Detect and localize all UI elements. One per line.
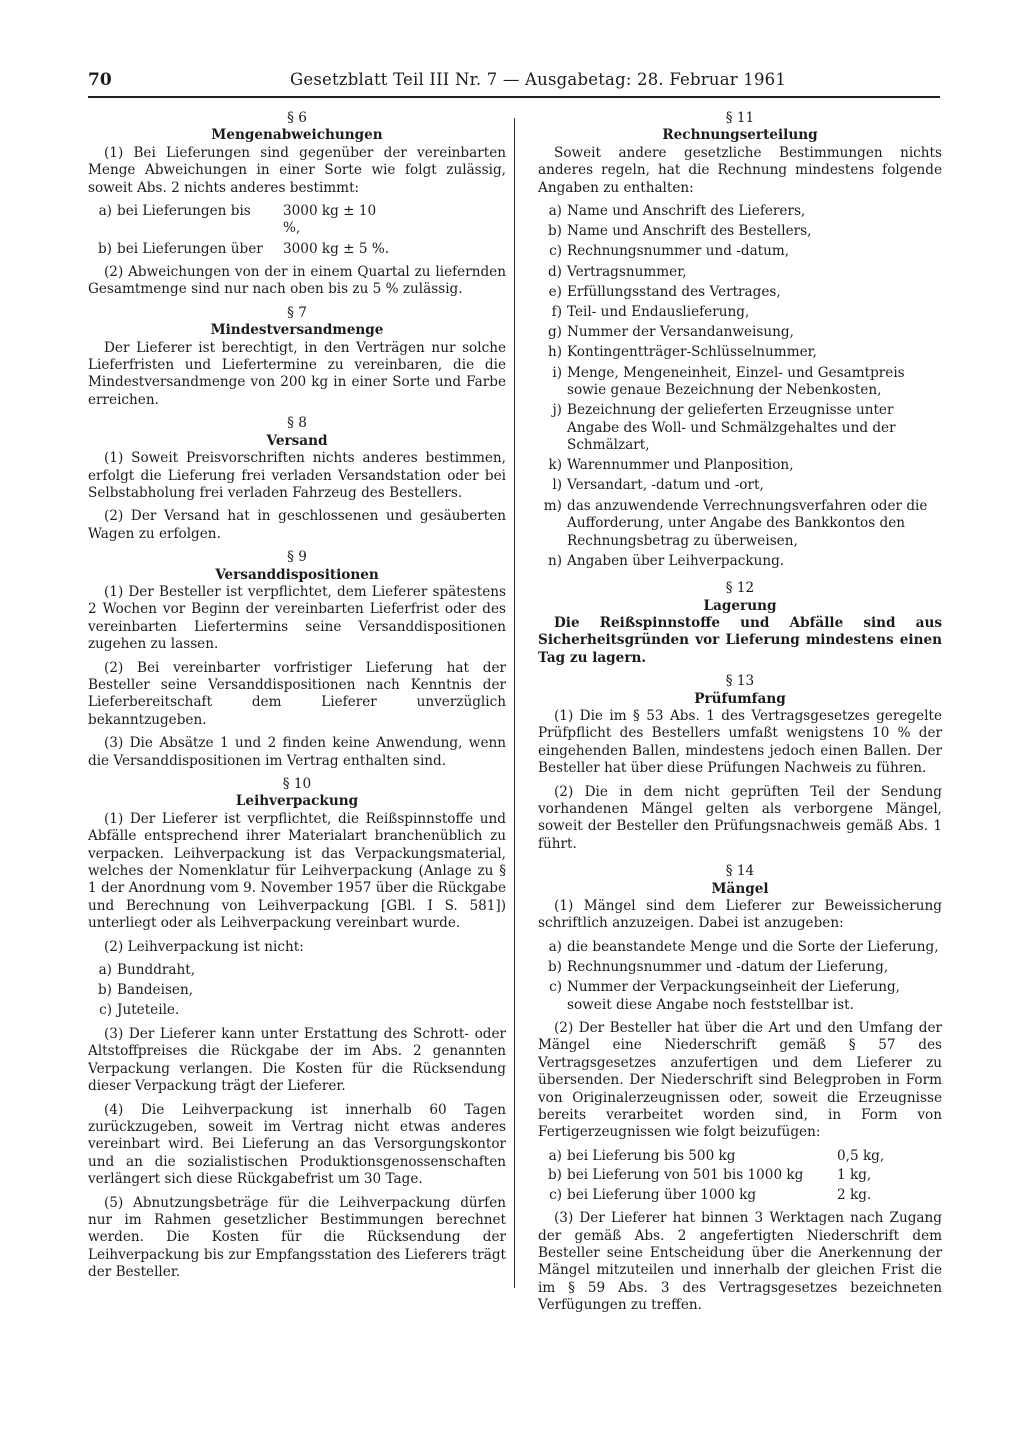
item-label: b) <box>547 223 562 240</box>
item-text: bei Lieferung über 1000 kg <box>567 1186 757 1203</box>
item-amount: 0,5 kg, <box>837 1147 885 1164</box>
paragraph: (4) Die Leihverpackung ist innerhalb 60 Tagen zurückzugeben, soweit im Vertrag nicht etwas anderes vereinbart wird. Bei Lieferung an das Versorgungskontor und an die sozialistischen Produktionsgenossenschaften verlängert sich diese Rückgabefrist um 30 Tage. <box>88 1101 506 1188</box>
section-12 <box>538 580 942 667</box>
paragraph: Die Reißspinnstoffe und Abfälle sind aus Sicherheitsgründen vor Lieferung mindestens einen Tag zu lagern. <box>538 614 942 666</box>
item-label: b) <box>547 1167 562 1184</box>
item-amount: 3000 kg ± 10 %, <box>283 203 377 237</box>
item-label: b) <box>97 240 112 257</box>
item-text: das anzuwendende Verrechnungsverfahren oder die Aufforderung, unter Angabe des Bankkontos den Rechnungsbetrag zu überweisen, <box>567 497 928 549</box>
list-item <box>538 477 942 494</box>
paragraph: (1) Die im § 53 Abs. 1 des Vertragsgesetzes geregelte Prüfpflicht des Bestellers umfaßt wenigstens 10 % der eingehenden Ballen, mindestens jedoch einen Ballen. Der Besteller hat über diese Prüfungen Nachweis zu führen. <box>538 707 942 777</box>
item-label: c) <box>549 979 562 996</box>
item-text: die beanstandete Menge und die Sorte der Lieferung, <box>567 938 939 955</box>
item-amount: 3000 kg ± 5 %. <box>283 240 390 257</box>
section-number: § 13 <box>725 673 755 690</box>
item-label: d) <box>547 263 562 280</box>
paragraph: (2) Leihverpackung ist nicht: <box>104 938 304 955</box>
section-number: § 14 <box>725 863 755 880</box>
section-number: § 8 <box>287 415 307 432</box>
left-column <box>88 110 506 1288</box>
item-label: a) <box>548 203 562 220</box>
paragraph: Soweit andere gesetzliche Bestimmungen nichts anderes regeln, hat die Rechnung mindestens folgende Angaben zu enthalten: <box>538 144 942 196</box>
section-title: Leihverpackung <box>235 793 359 810</box>
paragraph: (5) Abnutzungsbeträge für die Leihverpackung dürfen nur im Rahmen gesetzlicher Bestimmungen berechnet werden. Die Kosten für die Rücksendung der Leihverpackung bis zur Empfangsstation des Lieferers trägt der Besteller. <box>88 1194 506 1281</box>
paragraph: (1) Der Lieferer ist verpflichtet, die Reißspinnstoffe und Abfälle entsprechend ihrer Materialart branchenüblich zu verpacken. Leihverpackung ist das Verpackungsmaterial, welches der Nomenklatur für Leihverpackung (Anlage zu § 1 der Anordnung vom 9. November 1957 über die Rückgabe und Berechnung von Leihverpackung [GBl. I S. 581]) unterliegt oder als Leihverpackung vereinbart wurde. <box>88 810 506 932</box>
item-text: Vertragsnummer, <box>567 263 687 280</box>
paragraph: (2) Der Besteller hat über die Art und den Umfang der Mängel eine Niederschrift gemäß § 57 des Vertragsgesetzes anzufertigen und dem Lieferer zu übersenden. Der Niederschrift sind Belegproben in Form von Originalerzeugnissen oder, soweit die Erzeugnisse bereits verarbeitet worden sind, in Form von Fertigerzeugnissen wie folgt beizufügen: <box>538 1020 942 1141</box>
list-item <box>538 457 942 474</box>
page-number: 70 <box>88 70 112 90</box>
item-text: Rechnungsnummer und -datum, <box>567 243 790 260</box>
right-column <box>538 110 942 1321</box>
invoice-items-list <box>538 203 942 570</box>
list-item <box>538 1148 942 1165</box>
item-text: Bezeichnung der gelieferten Erzeugnisse unter Angabe des Woll- und Schmälzgehaltes und der Schmälzart, <box>567 402 896 454</box>
sample-size-list <box>538 1148 942 1204</box>
section-9 <box>88 549 506 770</box>
list-item <box>538 1187 942 1204</box>
section-13 <box>538 673 942 853</box>
item-label: c) <box>549 1186 562 1203</box>
section-number: § 7 <box>287 304 307 321</box>
section-11 <box>538 110 942 570</box>
item-label: j) <box>552 402 562 419</box>
item-text: Nummer der Versandanweisung, <box>567 324 794 341</box>
paragraph: (3) Der Lieferer kann unter Erstattung des Schrott- oder Altstoffpreises die Rückgabe der im Abs. 2 genannten Verpackung verlangen. Die Kosten für die Rücksendung dieser Verpackung trägt der Lieferer. <box>88 1025 506 1095</box>
item-text: Teil- und Endauslieferung, <box>567 304 750 321</box>
item-text: Juteteile. <box>117 1002 180 1019</box>
item-label: n) <box>547 552 562 569</box>
section-title: Mengenabweichungen <box>211 127 383 144</box>
list-item <box>88 203 506 238</box>
list-item <box>538 979 942 1014</box>
item-text: bei Lieferungen über <box>117 240 263 257</box>
item-amount: 1 kg, <box>837 1167 872 1184</box>
item-text: Menge, Mengeneinheit, Einzel- und Gesamtpreis sowie genaue Bezeichnung der Nebenkosten, <box>567 364 905 399</box>
list-item <box>538 402 942 454</box>
list-item <box>538 498 942 550</box>
list-item <box>88 1002 506 1019</box>
section-7 <box>88 305 506 409</box>
item-label: g) <box>547 324 562 341</box>
section-number: § 12 <box>725 580 755 597</box>
paragraph: (1) Soweit Preisvorschriften nichts anderes bestimmen, erfolgt die Lieferung frei verladen Versandstation oder bei Selbstabholung frei verladen Fahrzeug des Bestellers. <box>88 450 506 501</box>
section-title: Mängel <box>711 880 769 897</box>
list-item <box>538 939 942 956</box>
column-divider <box>514 118 515 1288</box>
list-item <box>538 264 942 281</box>
item-text: Nummer der Verpackungseinheit der Lieferung, soweit diese Angabe noch feststellbar ist. <box>567 979 900 1013</box>
section-number: § 9 <box>287 549 307 566</box>
item-text: Name und Anschrift des Lieferers, <box>567 203 806 220</box>
item-text: Kontingentträger-Schlüsselnummer, <box>567 344 817 361</box>
list-item <box>538 344 942 361</box>
list-item <box>88 982 506 999</box>
tolerance-list <box>88 203 506 258</box>
list-item <box>538 959 942 976</box>
item-text: Versandart, -datum und -ort, <box>567 477 764 494</box>
paragraph: (2) Der Versand hat in geschlossenen und gesäuberten Wagen zu erfolgen. <box>88 508 506 542</box>
paragraph: (1) Der Besteller ist verpflichtet, dem Lieferer spätestens 2 Wochen vor Beginn der vereinbarten Lieferfrist oder des vereinbarten Liefertermins seine Versanddispositionen zugehen zu lassen. <box>88 583 506 653</box>
exclusion-list <box>88 962 506 1020</box>
list-item <box>538 203 942 220</box>
list-item <box>538 324 942 341</box>
item-text: Name und Anschrift des Bestellers, <box>567 223 812 240</box>
list-item <box>538 553 942 570</box>
item-text: bei Lieferung bis 500 kg <box>567 1147 736 1164</box>
item-label: a) <box>548 1147 562 1164</box>
item-text: Rechnungsnummer und -datum der Lieferung, <box>567 959 889 976</box>
paragraph: Der Lieferer ist berechtigt, in den Verträgen nur solche Lieferfristen und Liefertermine zu vereinbaren, die die Mindestversandmenge von 200 kg in einer Sorte und Farbe erreichen. <box>88 339 506 408</box>
section-title: Mindestversandmenge <box>210 322 384 339</box>
item-label: a) <box>98 962 112 979</box>
section-title: Lagerung <box>703 597 777 614</box>
item-label: a) <box>548 938 562 955</box>
item-label: c) <box>549 243 562 260</box>
paragraph: (2) Bei vereinbarter vorfristiger Lieferung hat der Besteller seine Versanddispositionen nach Kenntnis der Lieferbereitschaft dem Lieferer unverzüglich bekanntzugeben. <box>88 659 506 728</box>
item-text: bei Lieferung von 501 bis 1000 kg <box>567 1167 804 1184</box>
item-text: bei Lieferungen bis <box>117 203 251 220</box>
section-8 <box>88 415 506 543</box>
item-label: c) <box>99 1002 112 1019</box>
defect-details-list <box>538 939 942 1014</box>
paragraph: (3) Die Absätze 1 und 2 finden keine Anwendung, wenn die Versanddispositionen im Vertrag enthalten sind. <box>88 735 506 769</box>
list-item <box>88 241 506 258</box>
item-label: m) <box>543 497 562 514</box>
item-label: a) <box>98 203 112 220</box>
section-10 <box>88 776 506 1282</box>
paragraph: (2) Die in dem nicht geprüften Teil der Sendung vorhandenen Mängel gelten als verborgene Mängel, soweit der Besteller den Prüfungsnachweis gemäß Abs. 1 führt. <box>538 783 942 852</box>
item-label: h) <box>547 344 562 361</box>
paragraph: (1) Mängel sind dem Lieferer zur Beweissicherung schriftlich anzuzeigen. Dabei ist anzugeben: <box>538 898 942 932</box>
item-label: e) <box>548 283 562 300</box>
item-text: Bandeisen, <box>117 982 194 999</box>
list-item <box>538 365 942 400</box>
section-number: § 11 <box>725 110 755 126</box>
item-text: Angaben über Leihverpackung. <box>567 552 785 569</box>
list-item <box>538 304 942 321</box>
item-label: b) <box>97 982 112 999</box>
item-text: Erfüllungsstand des Vertrages, <box>567 283 781 300</box>
item-text: Bunddraht, <box>117 962 196 979</box>
section-title: Versanddispositionen <box>215 566 379 583</box>
section-title: Prüfumfang <box>694 690 786 707</box>
header-rule <box>88 96 940 98</box>
section-title: Versand <box>266 432 328 449</box>
item-amount: 2 kg. <box>837 1186 872 1203</box>
list-item <box>538 223 942 240</box>
item-label: i) <box>552 364 562 381</box>
list-item <box>538 1167 942 1184</box>
list-item <box>88 962 506 979</box>
list-item <box>538 243 942 260</box>
list-item <box>538 284 942 301</box>
section-number: § 6 <box>287 110 307 126</box>
running-title: Gesetzblatt Teil III Nr. 7 — Ausgabetag: 28. Februar 1961 <box>290 70 787 89</box>
paragraph: (1) Bei Lieferungen sind gegenüber der vereinbarten Menge Abweichungen in einer Sorte wie folgt zulässig, soweit Abs. 2 nichts anderes bestimmt: <box>88 144 506 196</box>
paragraph: (3) Der Lieferer hat binnen 3 Werktagen nach Zugang der gemäß Abs. 2 angefertigten Niederschrift dem Besteller seine Entscheidung über die Anerkennung der Mängel mitzuteilen und innerhalb der gleichen Frist die im § 59 Abs. 3 des Vertragsgesetzes bezeichneten Verfügungen zu treffen. <box>538 1210 942 1314</box>
section-title: Rechnungserteilung <box>662 127 818 144</box>
section-6 <box>88 110 506 299</box>
item-label: l) <box>552 477 562 494</box>
item-text: Warennummer und Planposition, <box>567 457 794 474</box>
item-label: f) <box>551 304 562 321</box>
item-label: b) <box>547 959 562 976</box>
item-label: k) <box>548 457 562 474</box>
paragraph: (2) Abweichungen von der in einem Quartal zu liefernden Gesamtmenge sind nur nach oben bis zu 5 % zulässig. <box>88 264 506 298</box>
section-14 <box>538 863 942 1314</box>
section-number: § 10 <box>282 776 312 793</box>
